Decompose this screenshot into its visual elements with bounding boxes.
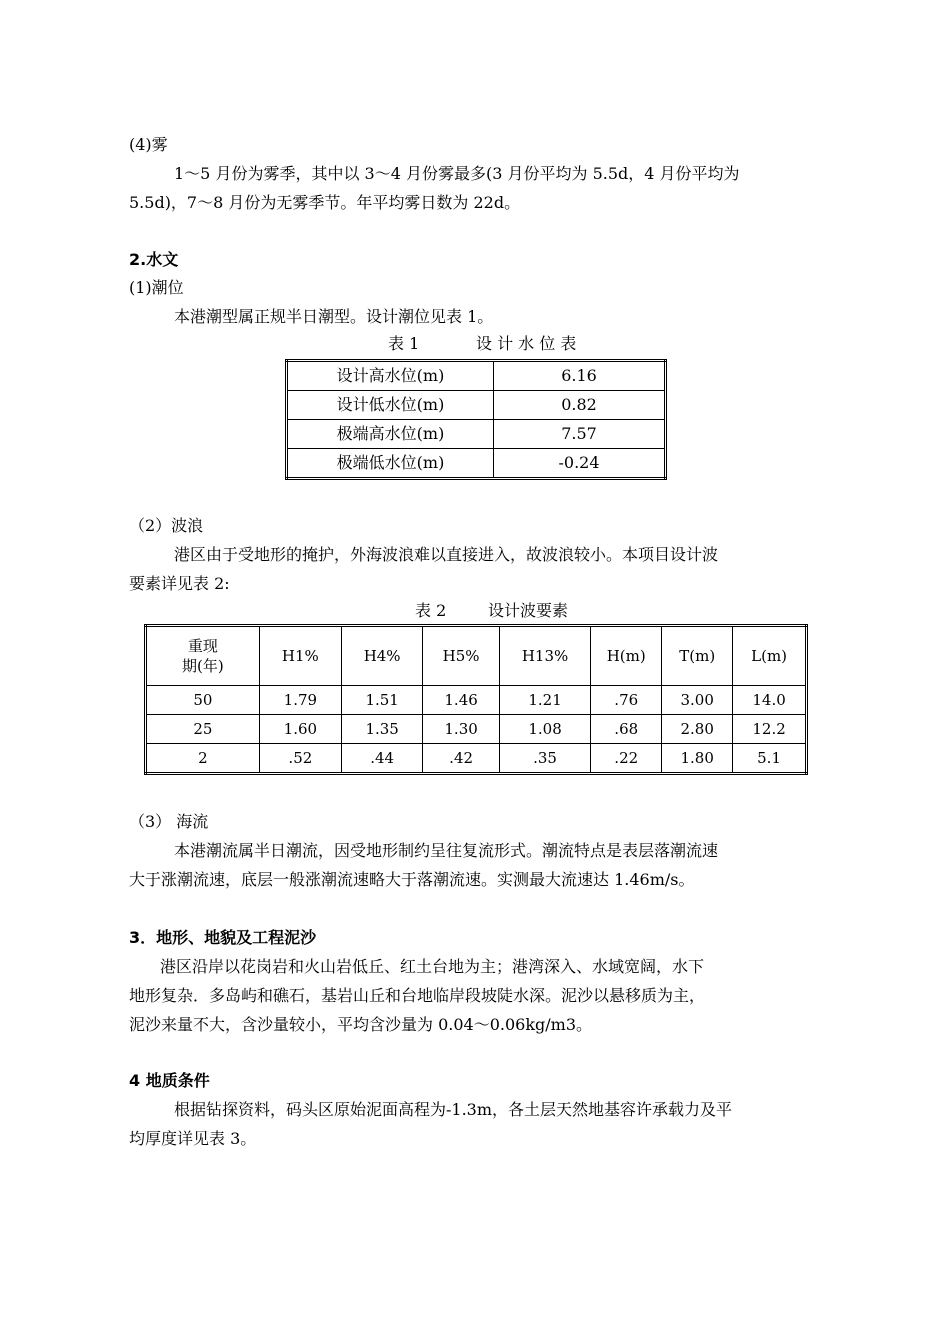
table-cell: 5.1: [733, 744, 807, 774]
table-cell: 7.57: [494, 420, 666, 449]
table-cell: 极端高水位(m): [287, 420, 494, 449]
table-header-cell: L(m): [733, 626, 807, 686]
table-cell: 1.79: [259, 686, 341, 715]
tide-paragraph: 本港潮型属正规半日潮型。设计潮位见表 1。: [174, 307, 494, 326]
design-wave-table: [144, 624, 808, 775]
table-cell: 3.00: [662, 686, 733, 715]
table-cell: 设计低水位(m): [287, 391, 494, 420]
table-row: [287, 391, 666, 420]
table-cell: 1.60: [259, 715, 341, 744]
fog-paragraph-line: 1～5 月份为雾季，其中以 3～4 月份雾最多(3 月份平均为 5.5d，4 月份平均为: [174, 164, 740, 183]
table-header-row: [146, 626, 807, 686]
waves-paragraph-line: 港区由于受地形的掩护，外海波浪难以直接进入，故波浪较小。本项目设计波: [174, 545, 719, 564]
table-row: [146, 744, 807, 774]
design-water-level-table: [285, 359, 667, 480]
table-cell: .68: [591, 715, 662, 744]
table-header-cell: T(m): [662, 626, 733, 686]
geology-paragraph-line: 均厚度详见表 3。: [129, 1129, 257, 1148]
tide-heading: (1)潮位: [129, 278, 184, 297]
waves-paragraph-line: 要素详见表 2:: [129, 574, 230, 593]
terrain-paragraph-line: 泥沙来量不大，含沙量较小，平均含沙量为 0.04～0.06kg/m3。: [129, 1015, 593, 1034]
table-cell: 设计高水位(m): [287, 361, 494, 391]
geology-paragraph-line: 根据钻探资料，码头区原始泥面高程为-1.3m，各土层天然地基容许承载力及平: [174, 1100, 733, 1119]
section-heading-hydrology: 2.水文: [129, 250, 179, 269]
fog-heading: (4)雾: [129, 135, 168, 154]
table-cell: 0.82: [494, 391, 666, 420]
table-cell: 1.80: [662, 744, 733, 774]
table2-caption-number: 表 2: [415, 601, 447, 620]
table-cell: 1.30: [423, 715, 500, 744]
table-cell: 1.21: [499, 686, 590, 715]
table-row: [287, 449, 666, 479]
table-header-cell: [146, 626, 260, 686]
section-heading-geology: 4 地质条件: [129, 1071, 210, 1090]
table-header-cell: H4%: [341, 626, 422, 686]
table-row: [146, 686, 807, 715]
table-cell: .35: [499, 744, 590, 774]
table-cell: 2: [146, 744, 260, 774]
table-cell: 极端低水位(m): [287, 449, 494, 479]
header-text: 重现: [187, 637, 218, 655]
table-cell: 2.80: [662, 715, 733, 744]
table-cell: .76: [591, 686, 662, 715]
terrain-paragraph-line: 地形复杂．多岛屿和礁石，基岩山丘和台地临岸段坡陡水深。泥沙以悬移质为主，: [129, 986, 706, 1005]
table-cell: 14.0: [733, 686, 807, 715]
section-heading-terrain: 3．地形、地貌及工程泥沙: [129, 928, 317, 947]
table-row: [287, 420, 666, 449]
table-cell: 1.08: [499, 715, 590, 744]
table-row: [146, 715, 807, 744]
table-cell: 1.35: [341, 715, 422, 744]
table-cell: .42: [423, 744, 500, 774]
table-cell: 50: [146, 686, 260, 715]
current-heading: （3） 海流: [129, 812, 209, 831]
table-cell: -0.24: [494, 449, 666, 479]
table-header-cell: H(m): [591, 626, 662, 686]
table-cell: 12.2: [733, 715, 807, 744]
table-row: [287, 361, 666, 391]
current-paragraph-line: 大于涨潮流速，底层一般涨潮流速略大于落潮流速。实测最大流速达 1.46m/s。: [129, 870, 695, 889]
table-header-cell: H5%: [423, 626, 500, 686]
current-paragraph-line: 本港潮流属半日潮流，因受地形制约呈往复流形式。潮流特点是表层落潮流速: [174, 841, 719, 860]
table-cell: .22: [591, 744, 662, 774]
terrain-paragraph-line: 港区沿岸以花岗岩和火山岩低丘、红土台地为主；港湾深入、水域宽阔，水下: [160, 957, 705, 976]
header-text: 期(年): [182, 657, 224, 675]
table-cell: .52: [259, 744, 341, 774]
table-cell: 6.16: [494, 361, 666, 391]
table-header-cell: H13%: [499, 626, 590, 686]
table-cell: .44: [341, 744, 422, 774]
table-header-cell: H1%: [259, 626, 341, 686]
table-cell: 1.46: [423, 686, 500, 715]
table-cell: 1.51: [341, 686, 422, 715]
table2-caption-title: 设计波要素: [488, 601, 569, 620]
table-cell: 25: [146, 715, 260, 744]
table1-caption-title: 设 计 水 位 表: [476, 334, 577, 353]
waves-heading: （2）波浪: [129, 516, 204, 535]
fog-paragraph-line: 5.5d)，7～8 月份为无雾季节。年平均雾日数为 22d。: [129, 193, 521, 212]
table1-caption-number: 表 1: [388, 334, 420, 353]
